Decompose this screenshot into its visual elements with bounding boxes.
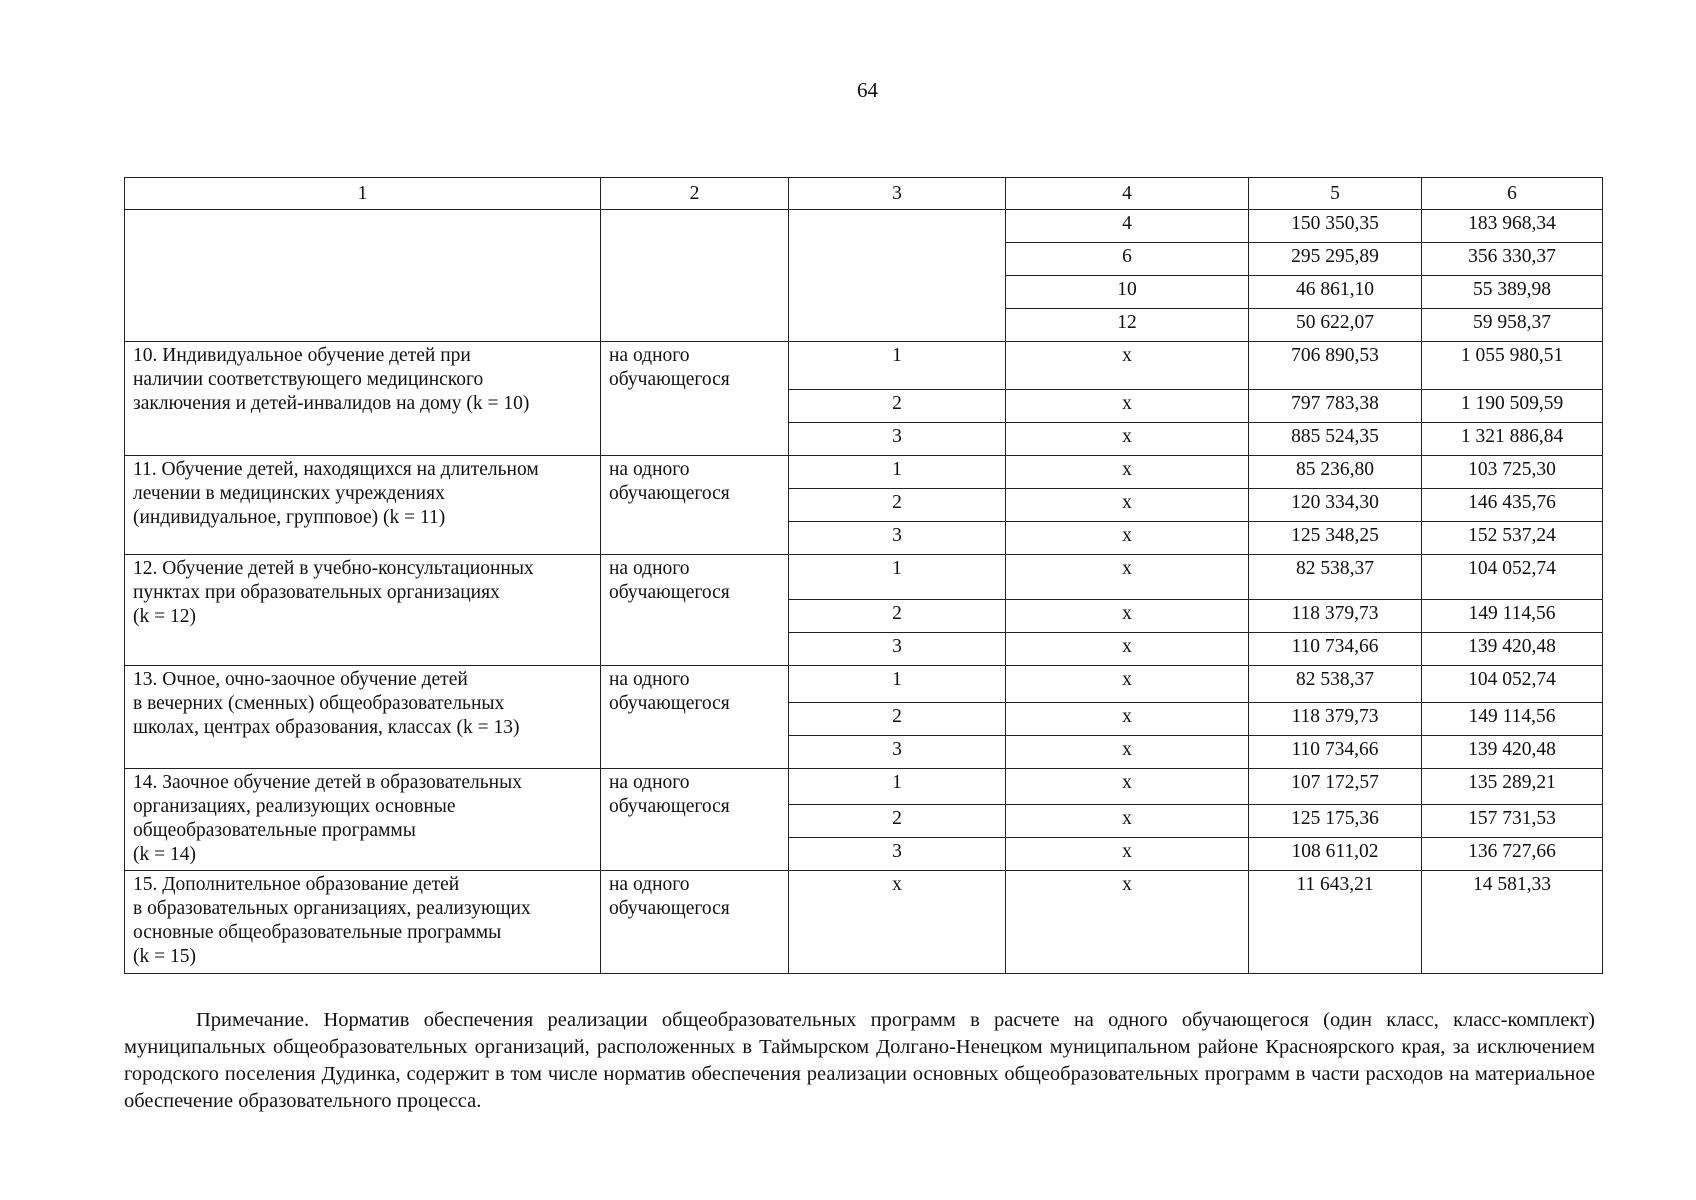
unit-line: на одного bbox=[609, 558, 690, 579]
cell-c6: 104 052,74 bbox=[1422, 555, 1603, 600]
cell-c5: 85 236,80 bbox=[1249, 456, 1422, 489]
cell-c4: x bbox=[1006, 769, 1249, 805]
table-note: Примечание. Норматив обеспечения реализации общеобразовательных программ в расчете на одного обучающегося (один класс, класс-комплект) муниципальных общеобразовательных организаций, расположенных в Таймырском Долгано-Ненецком муниципальном районе Красноярского края, за исключением городского поселения Дудинка, содержит в том числе норматив обеспечения реализации основных общеобразовательных программ в части расходов на материальное обеспечение образовательного процесса. bbox=[124, 1009, 1595, 1112]
cell-c3: 2 bbox=[789, 703, 1006, 736]
cell-c4: x bbox=[1006, 838, 1249, 871]
cell-c4: x bbox=[1006, 633, 1249, 666]
unit-line: обучающегося bbox=[609, 582, 730, 603]
cell-c6: 14 581,33 bbox=[1422, 871, 1603, 974]
table-row bbox=[125, 555, 1603, 600]
cell-c4: x bbox=[1006, 805, 1249, 838]
cell-c3: 3 bbox=[789, 633, 1006, 666]
cell-c6: 139 420,48 bbox=[1422, 736, 1603, 769]
item-description-cell bbox=[125, 666, 601, 769]
continuation-c3-cell bbox=[789, 210, 1006, 342]
unit-cell bbox=[601, 666, 789, 769]
cell-c4: 12 bbox=[1006, 309, 1249, 342]
cell-c6: 183 968,34 bbox=[1422, 210, 1603, 243]
header-cell: 5 bbox=[1249, 178, 1422, 210]
description-line: заключения и детей-инвалидов на дому (k = 10) bbox=[133, 393, 530, 414]
cell-c4: 4 bbox=[1006, 210, 1249, 243]
unit-line: на одного bbox=[609, 669, 690, 690]
cell-c4: x bbox=[1006, 736, 1249, 769]
cell-c6: 146 435,76 bbox=[1422, 489, 1603, 522]
description-line: организациях, реализующих основные bbox=[133, 796, 456, 817]
cell-c4: x bbox=[1006, 703, 1249, 736]
cell-c6: 1 055 980,51 bbox=[1422, 342, 1603, 390]
cell-c5: 108 611,02 bbox=[1249, 838, 1422, 871]
cell-c3: 2 bbox=[789, 489, 1006, 522]
header-row bbox=[125, 178, 1603, 210]
description-line: 12. Обучение детей в учебно-консультационных bbox=[133, 558, 534, 579]
cell-c5: 150 350,35 bbox=[1249, 210, 1422, 243]
unit-line: обучающегося bbox=[609, 369, 730, 390]
cell-c5: 118 379,73 bbox=[1249, 600, 1422, 633]
cell-c6: 104 052,74 bbox=[1422, 666, 1603, 703]
cell-c3: 1 bbox=[789, 666, 1006, 703]
table-row bbox=[125, 769, 1603, 805]
cell-c3: 2 bbox=[789, 390, 1006, 423]
unit-line: на одного bbox=[609, 459, 690, 480]
description-line: наличии соответствующего медицинского bbox=[133, 369, 484, 390]
unit-line: на одного bbox=[609, 345, 690, 366]
unit-line: на одного bbox=[609, 772, 690, 793]
cell-c6: 139 420,48 bbox=[1422, 633, 1603, 666]
description-line: общеобразовательные программы bbox=[133, 820, 416, 841]
cell-c4: x bbox=[1006, 522, 1249, 555]
description-line: (k = 14) bbox=[133, 844, 196, 865]
cell-c3: 3 bbox=[789, 838, 1006, 871]
description-line: 10. Индивидуальное обучение детей при bbox=[133, 345, 471, 366]
cell-c4: x bbox=[1006, 871, 1249, 974]
cell-c5: 118 379,73 bbox=[1249, 703, 1422, 736]
cell-c3: 3 bbox=[789, 736, 1006, 769]
unit-line: обучающегося bbox=[609, 898, 730, 919]
cell-c5: 110 734,66 bbox=[1249, 633, 1422, 666]
cell-c4: x bbox=[1006, 342, 1249, 390]
unit-cell bbox=[601, 769, 789, 871]
cell-c5: 885 524,35 bbox=[1249, 423, 1422, 456]
table-row bbox=[125, 666, 1603, 703]
cell-c6: 1 321 886,84 bbox=[1422, 423, 1603, 456]
page-number: 64 bbox=[857, 78, 878, 102]
cell-c3: x bbox=[789, 871, 1006, 974]
cell-c6: 135 289,21 bbox=[1422, 769, 1603, 805]
cell-c6: 356 330,37 bbox=[1422, 243, 1603, 276]
unit-cell bbox=[601, 871, 789, 974]
cell-c5: 125 348,25 bbox=[1249, 522, 1422, 555]
normative-table-wrapper bbox=[124, 177, 1603, 974]
item-description-cell bbox=[125, 769, 601, 871]
cell-c5: 120 334,30 bbox=[1249, 489, 1422, 522]
cell-c3: 1 bbox=[789, 456, 1006, 489]
unit-cell bbox=[601, 342, 789, 456]
cell-c6: 1 190 509,59 bbox=[1422, 390, 1603, 423]
description-line: пунктах при образовательных организациях bbox=[133, 582, 500, 603]
table-row bbox=[125, 210, 1603, 243]
cell-c4: x bbox=[1006, 423, 1249, 456]
cell-c5: 50 622,07 bbox=[1249, 309, 1422, 342]
cell-c3: 1 bbox=[789, 342, 1006, 390]
description-line: в вечерних (сменных) общеобразовательных bbox=[133, 693, 505, 714]
cell-c3: 2 bbox=[789, 805, 1006, 838]
item-description-cell bbox=[125, 456, 601, 555]
cell-c5: 82 538,37 bbox=[1249, 666, 1422, 703]
header-cell: 6 bbox=[1422, 178, 1603, 210]
cell-c5: 107 172,57 bbox=[1249, 769, 1422, 805]
header-cell: 2 bbox=[601, 178, 789, 210]
table-row bbox=[125, 871, 1603, 974]
cell-c6: 103 725,30 bbox=[1422, 456, 1603, 489]
cell-c3: 1 bbox=[789, 769, 1006, 805]
item-description-cell bbox=[125, 342, 601, 456]
cell-c6: 149 114,56 bbox=[1422, 600, 1603, 633]
header-cell: 4 bbox=[1006, 178, 1249, 210]
unit-line: на одного bbox=[609, 874, 690, 895]
item-description-cell bbox=[125, 555, 601, 666]
description-line: лечении в медицинских учреждениях bbox=[133, 483, 445, 504]
cell-c4: 6 bbox=[1006, 243, 1249, 276]
cell-c3: 3 bbox=[789, 522, 1006, 555]
header-cell: 1 bbox=[125, 178, 601, 210]
description-line: в образовательных организациях, реализующих bbox=[133, 898, 531, 919]
description-line: (k = 12) bbox=[133, 606, 196, 627]
continuation-unit-cell bbox=[601, 210, 789, 342]
header-cell: 3 bbox=[789, 178, 1006, 210]
table-row bbox=[125, 342, 1603, 390]
table-row bbox=[125, 456, 1603, 489]
description-line: 14. Заочное обучение детей в образовательных bbox=[133, 772, 522, 793]
cell-c3: 3 bbox=[789, 423, 1006, 456]
normative-table bbox=[124, 177, 1603, 974]
item-description-cell bbox=[125, 871, 601, 974]
cell-c5: 125 175,36 bbox=[1249, 805, 1422, 838]
cell-c5: 11 643,21 bbox=[1249, 871, 1422, 974]
table-body bbox=[125, 178, 1603, 974]
cell-c5: 706 890,53 bbox=[1249, 342, 1422, 390]
cell-c6: 136 727,66 bbox=[1422, 838, 1603, 871]
description-line: 11. Обучение детей, находящихся на длительном bbox=[133, 459, 539, 480]
cell-c5: 46 861,10 bbox=[1249, 276, 1422, 309]
cell-c4: x bbox=[1006, 489, 1249, 522]
description-line: основные общеобразовательные программы bbox=[133, 922, 502, 943]
cell-c3: 2 bbox=[789, 600, 1006, 633]
continuation-desc-cell bbox=[125, 210, 601, 342]
description-line: (индивидуальное, групповое) (k = 11) bbox=[133, 507, 446, 528]
cell-c3: 1 bbox=[789, 555, 1006, 600]
cell-c4: 10 bbox=[1006, 276, 1249, 309]
cell-c4: x bbox=[1006, 666, 1249, 703]
description-line: 13. Очное, очно-заочное обучение детей bbox=[133, 669, 468, 690]
description-line: школах, центрах образования, классах (k = 13) bbox=[133, 717, 520, 738]
description-line: 15. Дополнительное образование детей bbox=[133, 874, 460, 895]
unit-line: обучающегося bbox=[609, 483, 730, 504]
cell-c5: 797 783,38 bbox=[1249, 390, 1422, 423]
cell-c5: 110 734,66 bbox=[1249, 736, 1422, 769]
cell-c6: 149 114,56 bbox=[1422, 703, 1603, 736]
description-line: (k = 15) bbox=[133, 946, 196, 967]
cell-c4: x bbox=[1006, 600, 1249, 633]
cell-c6: 55 389,98 bbox=[1422, 276, 1603, 309]
cell-c5: 295 295,89 bbox=[1249, 243, 1422, 276]
cell-c4: x bbox=[1006, 390, 1249, 423]
unit-line: обучающегося bbox=[609, 796, 730, 817]
unit-cell bbox=[601, 456, 789, 555]
cell-c5: 82 538,37 bbox=[1249, 555, 1422, 600]
cell-c6: 152 537,24 bbox=[1422, 522, 1603, 555]
cell-c6: 157 731,53 bbox=[1422, 805, 1603, 838]
cell-c4: x bbox=[1006, 456, 1249, 489]
unit-cell bbox=[601, 555, 789, 666]
cell-c4: x bbox=[1006, 555, 1249, 600]
cell-c6: 59 958,37 bbox=[1422, 309, 1603, 342]
unit-line: обучающегося bbox=[609, 693, 730, 714]
